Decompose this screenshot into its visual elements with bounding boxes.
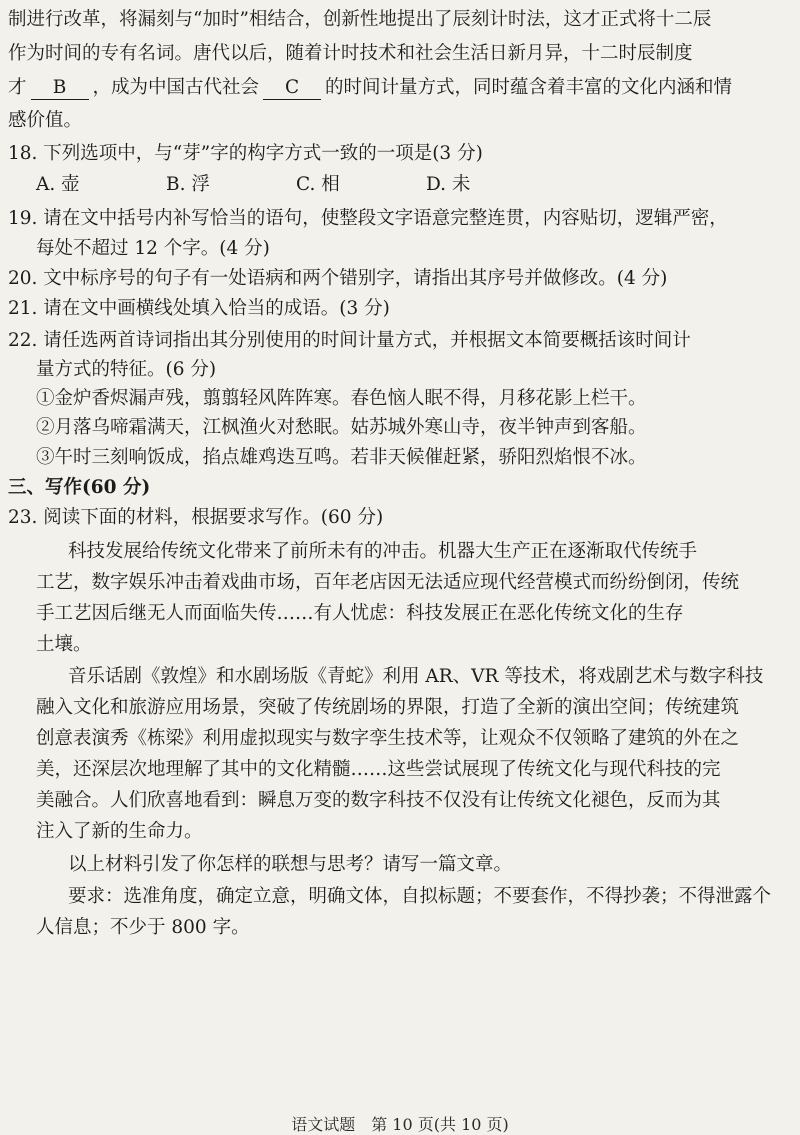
question-19-line-2: 每处不超过 12 个字。(4 分) bbox=[36, 238, 270, 259]
requirements-line-1: 要求：选准角度，确定立意，明确文体，自拟标题；不要套作，不得抄袭；不得泄露个 bbox=[68, 886, 772, 907]
material-p1-line-3: 手工艺因后继无人而面临失传……有人忧虑：科技发展正在恶化传统文化的生存 bbox=[36, 603, 684, 624]
material-p1-line-4: 土壤。 bbox=[36, 634, 92, 655]
material-p2-line-2: 融入文化和旅游应用场景，突破了传统剧场的界限，打造了全新的演出空间；传统建筑 bbox=[36, 697, 740, 718]
question-19-line-1: 19. 请在文中括号内补写恰当的语句，使整段文字语意完整连贯，内容贴切，逻辑严密， bbox=[8, 208, 728, 229]
poem-1: ①金炉香烬漏声残，翦翦轻风阵阵寒。春色恼人眠不得，月移花影上栏干。 bbox=[36, 388, 647, 409]
blank-c: C bbox=[263, 77, 321, 100]
material-p2-line-5: 美融合。人们欣喜地看到：瞬息万变的数字科技不仅没有让传统文化褪色，反而为其 bbox=[36, 790, 721, 811]
material-p2-line-3: 创意表演秀《栋梁》利用虚拟现实与数字孪生技术等，让观众不仅领略了建筑的外在之 bbox=[36, 728, 740, 749]
material-p2-line-6: 注入了新的生命力。 bbox=[36, 821, 203, 842]
question-20: 20. 文中标序号的句子有一处语病和两个错别字，请指出其序号并做修改。(4 分) bbox=[8, 268, 668, 289]
intro-line-3-b: ，成为中国古代社会 bbox=[92, 77, 260, 98]
question-22-line-1: 22. 请任选两首诗词指出其分别使用的时间计量方式，并根据文本简要概括该时间计 bbox=[8, 330, 691, 351]
option-b: B. 浮 bbox=[166, 174, 210, 195]
requirements-line-2: 人信息；不少于 800 字。 bbox=[36, 917, 250, 938]
question-21: 21. 请在文中画横线处填入恰当的成语。(3 分) bbox=[8, 298, 390, 319]
question-18-options bbox=[36, 171, 800, 199]
option-d: D. 未 bbox=[426, 174, 471, 195]
option-c: C. 相 bbox=[296, 174, 340, 195]
material-p2-line-4: 美，还深层次地理解了其中的文化精髓……这些尝试展现了传统文化与现代科技的完 bbox=[36, 759, 721, 780]
material-p3: 以上材料引发了你怎样的联想与思考？请写一篇文章。 bbox=[68, 854, 513, 875]
poem-3: ③午时三刻响饭成，掐点雄鸡迭互鸣。若非天候催赶紧，骄阳烈焰恨不冰。 bbox=[36, 447, 647, 468]
intro-line-3-c: 的时间计量方式，同时蕴含着丰富的文化内涵和情 bbox=[325, 77, 733, 98]
material-p1-line-1: 科技发展给传统文化带来了前所未有的冲击。机器大生产正在逐渐取代传统手 bbox=[68, 541, 698, 562]
material-p2-line-1: 音乐话剧《敦煌》和水剧场版《青蛇》利用 AR、VR 等技术，将戏剧艺术与数字科技 bbox=[68, 666, 764, 687]
poem-2: ②月落乌啼霜满天，江枫渔火对愁眠。姑苏城外寒山寺，夜半钟声到客船。 bbox=[36, 417, 647, 438]
intro-line-3 bbox=[8, 74, 800, 102]
option-a: A. 壶 bbox=[36, 174, 80, 195]
question-18-stem: 18. 下列选项中，与“芽”字的构字方式一致的一项是(3 分) bbox=[8, 143, 483, 164]
question-22-line-2: 量方式的特征。(6 分) bbox=[36, 359, 217, 380]
question-23-stem: 23. 阅读下面的材料，根据要求写作。(60 分) bbox=[8, 507, 384, 528]
material-p1-line-2: 工艺，数字娱乐冲击着戏曲市场，百年老店因无法适应现代经营模式而纷纷倒闭，传统 bbox=[36, 572, 740, 593]
blank-b: B bbox=[31, 77, 89, 100]
intro-line-1: 制进行改革，将漏刻与“加时”相结合，创新性地提出了辰刻计时法，这才正式将十二辰 bbox=[8, 9, 712, 30]
intro-line-4: 感价值。 bbox=[8, 110, 83, 131]
intro-line-2: 作为时间的专有名词。唐代以后，随着计时技术和社会生活日新月异，十二时辰制度 bbox=[8, 43, 693, 64]
section-writing-heading: 三、写作(60 分) bbox=[8, 477, 151, 498]
intro-line-3-a: 才 bbox=[8, 77, 27, 98]
page-footer: 语文试题 第 10 页(共 10 页) bbox=[291, 1115, 509, 1134]
